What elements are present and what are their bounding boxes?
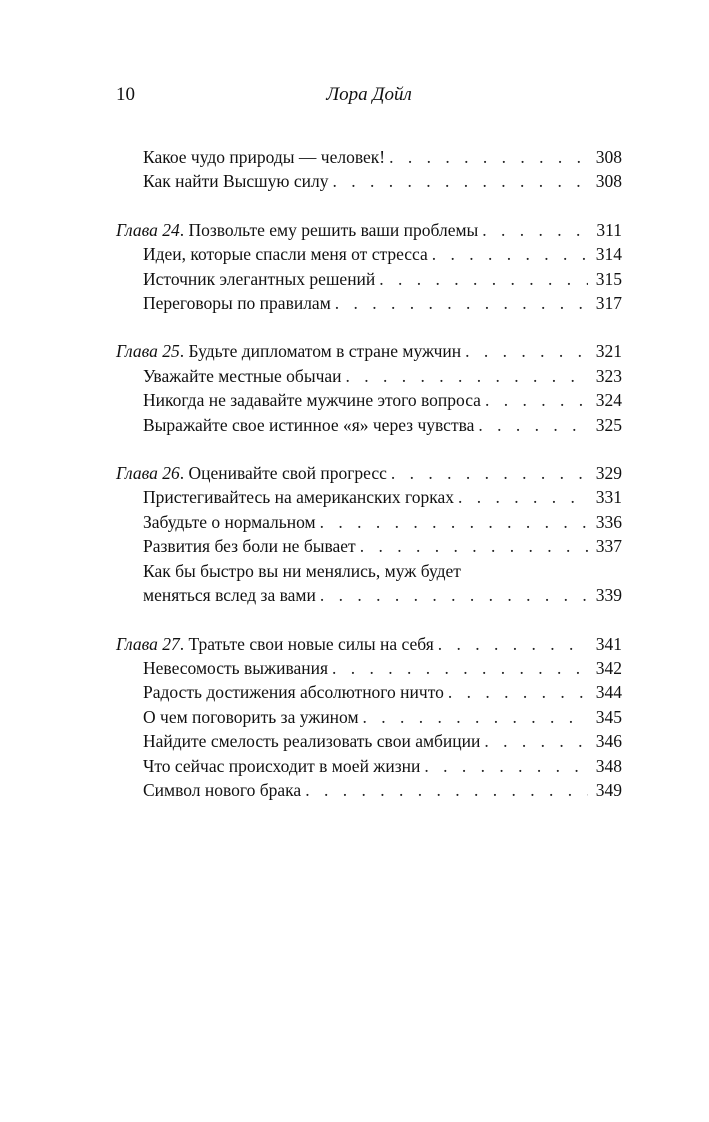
dot-leader [438,632,588,656]
toc-entry-title: Символ нового брака [143,779,302,800]
toc-group [116,218,622,316]
dot-leader [478,413,588,437]
chapter-page: 341 [595,633,622,654]
toc-entry-title-line2: меняться вслед за вами [143,585,316,606]
dot-leader [335,291,588,315]
chapter-entry [116,339,622,363]
toc-entry [116,485,622,509]
toc-entry [116,413,622,437]
toc-entry [116,388,622,412]
dot-leader [379,267,588,291]
toc-entry-title: Источник элегантных решений [143,268,376,289]
chapter-title-wrap [116,461,387,485]
toc-entry [116,705,622,729]
dot-leader [320,583,588,607]
toc-entry [116,291,622,315]
chapter-entry [116,632,622,656]
toc-entry-title: Уважайте местные обычаи [143,365,342,386]
toc-entry-page: 336 [595,511,622,532]
toc-entry [116,364,622,388]
running-title: Лора Дойл [326,84,412,105]
toc-entry-page: 342 [595,657,622,678]
table-of-contents [116,145,622,826]
toc-entry-title: Невесомость выживания [143,657,329,678]
dot-leader [389,145,588,169]
toc-entry-title: Развития без боли не бывает [143,536,356,557]
toc-entry-page: 344 [595,682,622,703]
toc-entry-page: 324 [595,390,622,411]
toc-entry-page: 346 [595,731,622,752]
page-header [116,84,622,110]
dot-leader [332,656,588,680]
toc-entry-title: Переговоры по правилам [143,293,331,314]
toc-entry-page: 317 [595,293,622,314]
chapter-title-wrap [116,632,434,656]
toc-entry-title: О чем поговорить за ужином [143,706,359,727]
toc-group [116,145,622,194]
chapter-page: 311 [596,219,622,240]
chapter-entry [116,461,622,485]
dot-leader [332,169,588,193]
toc-entry-title: Радость достижения абсолютного ничто [143,682,444,703]
toc-entry [116,510,622,534]
toc-entry [116,267,622,291]
toc-entry-title: Что сейчас происходит в моей жизни [143,755,421,776]
toc-entry-title: Как найти Высшую силу [143,171,329,192]
toc-entry-page: 315 [595,268,622,289]
dot-leader [482,218,588,242]
dot-leader [485,388,588,412]
toc-entry-title: Выражайте свое истинное «я» через чувства [143,414,475,435]
toc-entry-title: Забудьте о нормальном [143,511,316,532]
chapter-label: Глава 26 [116,463,180,484]
toc-entry-page: 348 [595,755,622,776]
dot-leader [458,485,588,509]
toc-entry-page: 331 [595,487,622,508]
dot-leader [448,680,588,704]
toc-entry [116,656,622,680]
chapter-entry [116,218,622,242]
chapter-title: . Будьте дипломатом в стране мужчин [179,341,462,362]
chapter-title: . Тратьте свои новые силы на себя [179,633,434,654]
toc-entry-title: Найдите смелость реализовать свои амбиции [143,731,481,752]
dot-leader [465,339,588,363]
toc-entry-page: 339 [595,585,622,606]
chapter-title-wrap [116,339,461,363]
toc-entry-page: 337 [595,536,622,557]
dot-leader [320,510,588,534]
chapter-title-wrap [116,218,478,242]
chapter-page: 321 [595,341,622,362]
toc-entry-page: 308 [595,171,622,192]
chapter-page: 329 [595,463,622,484]
toc-group [116,461,622,607]
dot-leader [391,461,588,485]
chapter-label: Глава 24 [116,219,180,240]
chapter-title: . Оценивайте свой прогресс [179,463,387,484]
toc-entry [116,583,622,607]
toc-entry-page: 345 [595,706,622,727]
toc-entry-page: 308 [595,147,622,167]
toc-entry-page: 314 [595,244,622,265]
toc-entry [116,534,622,558]
toc-entry [116,169,622,193]
page-number: 10 [116,84,135,105]
toc-entry-title-line1: Как бы быстро вы ни менялись, муж будет [143,560,461,581]
dot-leader [363,705,588,729]
chapter-title: . Позвольте ему решить ваши проблемы [179,219,479,240]
toc-entry [116,242,622,266]
chapter-label: Глава 27 [116,633,180,654]
toc-entry-title: Никогда не задавайте мужчине этого вопроса [143,390,481,411]
toc-group [116,339,622,437]
toc-entry [116,754,622,778]
toc-entry-page: 349 [595,779,622,800]
dot-leader [484,729,588,753]
toc-entry-page: 325 [595,414,622,435]
toc-entry-title: Какое чудо природы — человек! [143,147,386,167]
toc-entry-title: Идеи, которые спасли меня от стресса [143,244,428,265]
dot-leader [432,242,588,266]
toc-entry-page: 323 [595,365,622,386]
toc-entry [116,680,622,704]
chapter-label: Глава 25 [116,341,180,362]
dot-leader [305,778,588,802]
dot-leader [360,534,588,558]
toc-entry [116,729,622,753]
dot-leader [346,364,588,388]
toc-group [116,632,622,803]
toc-entry-title: Пристегивайтесь на американских горках [143,487,454,508]
dot-leader [424,754,588,778]
toc-entry [116,145,622,169]
toc-entry [116,778,622,802]
